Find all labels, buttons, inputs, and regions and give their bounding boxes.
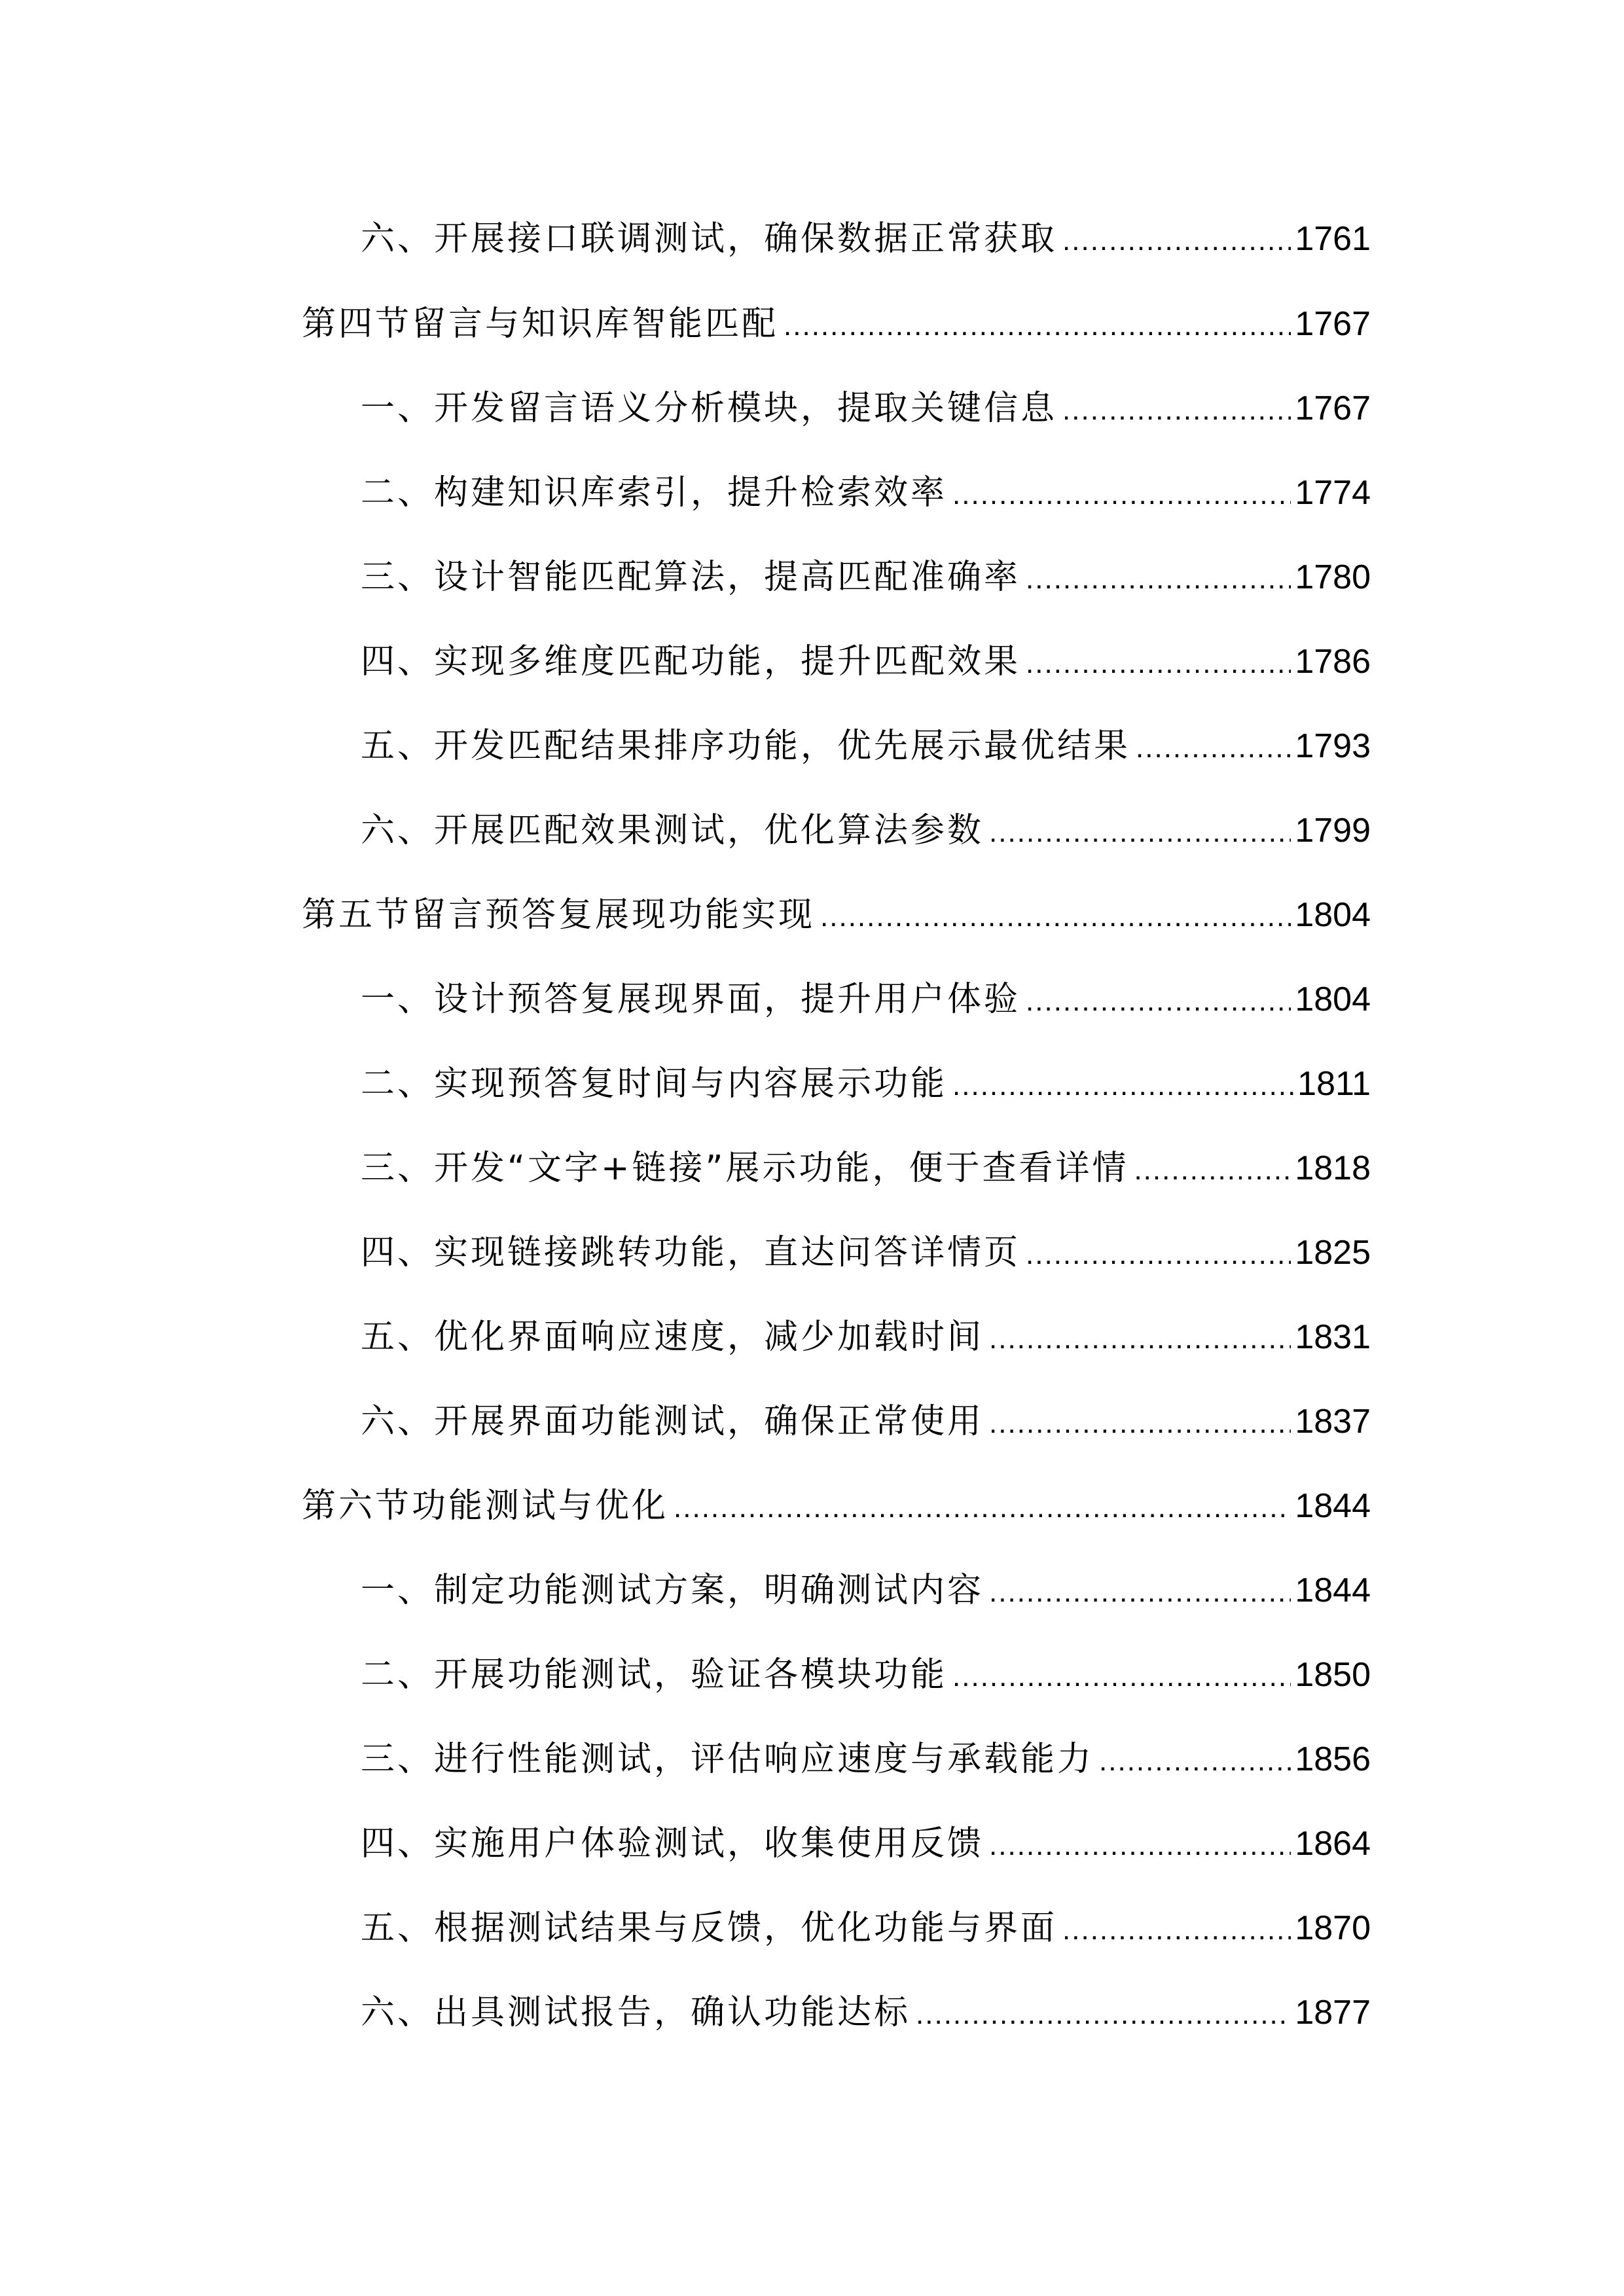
toc-dot-leader xyxy=(989,1310,1291,1369)
toc-entry[interactable] xyxy=(361,463,1371,522)
toc-dot-leader xyxy=(916,1985,1291,2044)
toc-page-number: 1780 xyxy=(1295,558,1371,596)
toc-entry[interactable] xyxy=(361,1814,1371,1873)
toc-entry-title: 三、进行性能测试，评估响应速度与承载能力 xyxy=(361,1740,1094,1779)
toc-page-number: 1793 xyxy=(1295,727,1371,765)
toc-entry[interactable] xyxy=(361,1139,1371,1198)
toc-dot-leader xyxy=(989,1394,1291,1453)
toc-page-number: 1761 xyxy=(1295,220,1371,258)
toc-entry-title: 第四节留言与知识库智能匹配 xyxy=(302,304,779,344)
toc-entry-title: 四、实现多维度匹配功能，提升匹配效果 xyxy=(361,642,1021,681)
toc-dot-leader xyxy=(952,465,1291,524)
toc-page-number: 1799 xyxy=(1295,812,1371,850)
toc-entry[interactable] xyxy=(361,379,1371,438)
toc-page-number: 1844 xyxy=(1295,1487,1371,1525)
toc-page-number: 1837 xyxy=(1295,1403,1371,1441)
toc-entry-title: 一、设计预答复展现界面，提升用户体验 xyxy=(361,980,1021,1019)
toc-entry[interactable] xyxy=(361,1308,1371,1367)
toc-page-number: 1844 xyxy=(1295,1571,1371,1609)
toc-page-number: 1774 xyxy=(1295,474,1371,512)
toc-entry[interactable] xyxy=(361,1899,1371,1958)
toc-dot-leader xyxy=(952,1056,1293,1115)
toc-dot-leader xyxy=(1062,381,1291,440)
toc-entry[interactable] xyxy=(361,209,1371,268)
toc-section-entry[interactable] xyxy=(302,886,1371,944)
toc-page-number: 1831 xyxy=(1295,1318,1371,1356)
toc-dot-leader xyxy=(1062,1901,1291,1960)
toc-entry[interactable] xyxy=(361,1392,1371,1451)
toc-entry[interactable] xyxy=(361,1054,1371,1113)
toc-dot-leader xyxy=(784,296,1291,355)
toc-dot-leader xyxy=(1136,719,1291,778)
toc-dot-leader xyxy=(1026,972,1291,1031)
toc-entry-title: 第五节留言预答复展现功能实现 xyxy=(302,895,816,935)
toc-page-number: 1864 xyxy=(1295,1825,1371,1863)
toc-page-number: 1870 xyxy=(1295,1909,1371,1947)
toc-entry-title: 二、构建知识库索引，提升检索效率 xyxy=(361,473,948,512)
toc-entry[interactable] xyxy=(361,1561,1371,1620)
toc-page-number: 1856 xyxy=(1295,1740,1371,1778)
toc-entry-title: 四、实现链接跳转功能，直达问答详情页 xyxy=(361,1233,1021,1272)
toc-entry-title: 五、开发匹配结果排序功能，优先展示最优结果 xyxy=(361,726,1131,766)
toc-dot-leader xyxy=(989,803,1291,862)
toc-entry[interactable] xyxy=(361,970,1371,1029)
toc-entry[interactable] xyxy=(361,1223,1371,1282)
toc-entry[interactable] xyxy=(361,1645,1371,1704)
toc-entry[interactable] xyxy=(361,632,1371,691)
toc-entry[interactable] xyxy=(361,801,1371,860)
toc-entry-title: 六、开展界面功能测试，确保正常使用 xyxy=(361,1402,984,1441)
toc-dot-leader xyxy=(820,888,1291,946)
toc-entry[interactable] xyxy=(361,548,1371,607)
toc-entry-title: 第六节功能测试与优化 xyxy=(302,1486,669,1526)
toc-page-number: 1767 xyxy=(1295,389,1371,427)
toc-entry-title: 六、开展接口联调测试，确保数据正常获取 xyxy=(361,219,1058,259)
toc-dot-leader xyxy=(989,1563,1291,1622)
toc-dot-leader xyxy=(1026,550,1291,609)
toc-page-number: 1811 xyxy=(1297,1065,1371,1103)
toc-dot-leader xyxy=(989,1816,1291,1875)
toc-entry-title: 三、开发“文字+链接”展示功能，便于查看详情 xyxy=(361,1149,1129,1188)
toc-entry-title: 二、开展功能测试，验证各模块功能 xyxy=(361,1655,948,1695)
toc-entry-title: 五、根据测试结果与反馈，优化功能与界面 xyxy=(361,1909,1058,1948)
toc-dot-leader xyxy=(952,1647,1291,1706)
toc-page-number: 1818 xyxy=(1295,1149,1371,1187)
toc-entry[interactable] xyxy=(361,717,1371,776)
toc-entry-title: 二、实现预答复时间与内容展示功能 xyxy=(361,1064,948,1103)
toc-dot-leader xyxy=(1062,211,1291,270)
toc-section-entry[interactable] xyxy=(302,295,1371,353)
toc-page-number: 1786 xyxy=(1295,643,1371,681)
toc-section-entry[interactable] xyxy=(302,1477,1371,1535)
toc-entry-title: 四、实施用户体验测试，收集使用反馈 xyxy=(361,1824,984,1863)
toc-entry-title: 六、开展匹配效果测试，优化算法参数 xyxy=(361,811,984,850)
toc-entry-title: 一、开发留言语义分析模块，提取关键信息 xyxy=(361,389,1058,428)
toc-page-number: 1825 xyxy=(1295,1234,1371,1272)
toc-page-number: 1804 xyxy=(1295,896,1371,934)
toc-dot-leader xyxy=(674,1479,1291,1537)
toc-entry[interactable] xyxy=(361,1983,1371,2042)
toc-dot-leader xyxy=(1026,634,1291,693)
toc-dot-leader xyxy=(1099,1732,1291,1791)
toc-page-number: 1767 xyxy=(1295,305,1371,343)
toc-entry-title: 五、优化界面响应速度，减少加载时间 xyxy=(361,1318,984,1357)
toc-page-number: 1804 xyxy=(1295,980,1371,1018)
toc-entry-title: 三、设计智能匹配算法，提高匹配准确率 xyxy=(361,558,1021,597)
toc-page-number: 1877 xyxy=(1295,1994,1371,2032)
toc-entry-title: 六、出具测试报告，确认功能达标 xyxy=(361,1993,911,2032)
toc-entry[interactable] xyxy=(361,1730,1371,1789)
toc-dot-leader xyxy=(1134,1141,1291,1200)
toc-page-number: 1850 xyxy=(1295,1656,1371,1694)
toc-dot-leader xyxy=(1026,1225,1291,1284)
toc-entry-title: 一、制定功能测试方案，明确测试内容 xyxy=(361,1571,984,1610)
